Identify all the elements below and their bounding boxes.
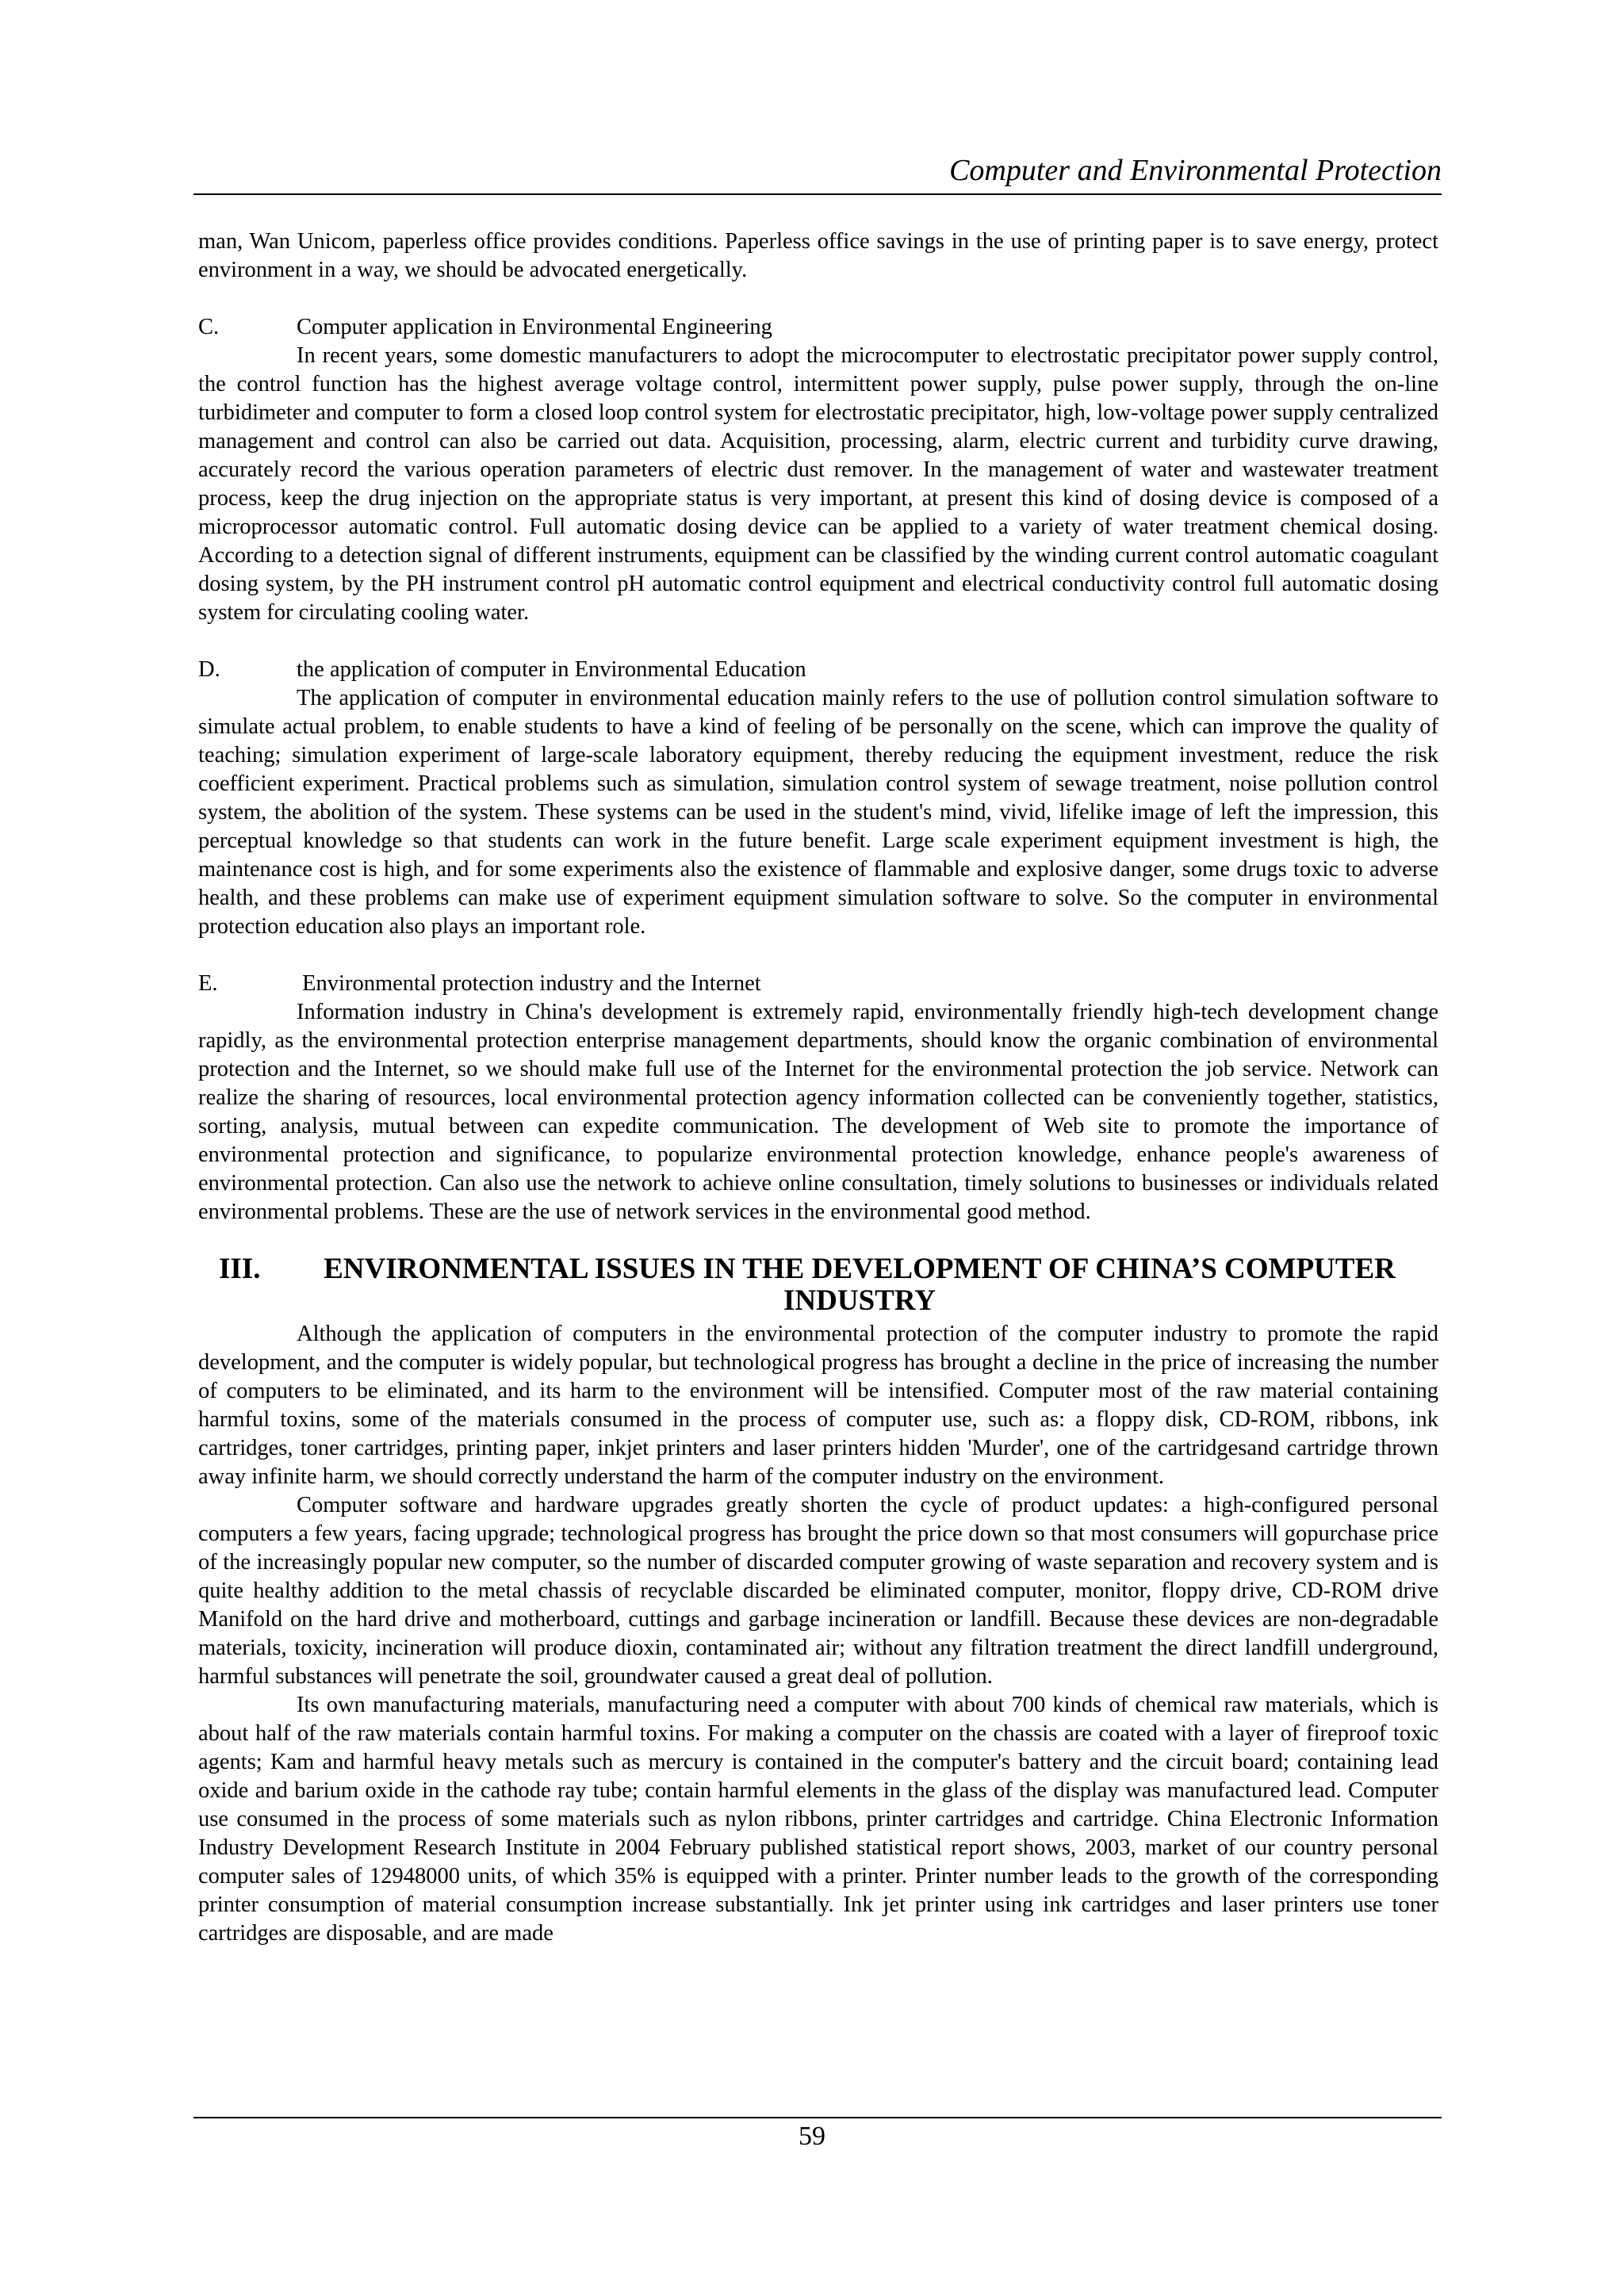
subsection-d bbox=[198, 656, 1438, 941]
body-content bbox=[198, 228, 1438, 1948]
section-paragraph: Its own manufacturing materials, manufacturing need a computer with about 700 kinds of chemical raw materials, which is about half of the raw materials contain harmful toxins. For making a computer on the chassis are coated with a layer of fireproof toxic agents; Kam and harmful heavy metals such as mercury is contained in the computer's battery and the circuit board; containing lead oxide and barium oxide in the cathode ray tube; contain harmful elements in the glass of the display was manufactured lead. Computer use consumed in the process of some materials such as nylon ribbons, printer cartridges and cartridge. China Electronic Information Industry Development Research Institute in 2004 February published statistical report shows, 2003, market of our country personal computer sales of 12948000 units, of which 35% is equipped with a printer. Printer number leads to the growth of the corresponding printer consumption of material consumption increase substantially. Ink jet printer using ink cartridges and laser printers use toner cartridges are disposable, and are made bbox=[198, 1693, 1438, 1946]
section-title: ENVIRONMENTAL ISSUES IN THE DEVELOPMENT OF CHINA’S COMPUTER INDUSTRY bbox=[324, 1253, 1396, 1317]
subsection-title: Environmental protection industry and the Internet bbox=[297, 971, 761, 996]
subsection-e bbox=[198, 970, 1438, 1226]
subsection-paragraph: In recent years, some domestic manufacturers to adopt the microcomputer to electrostatic precipitator power supply control, the control function has the highest average voltage control, intermittent power supply, pulse power supply, through the on-line turbidimeter and computer to form a closed loop control system for electrostatic precipitator, high, low-voltage power supply centralized management and control can also be carried out data. Acquisition, processing, alarm, electric current and turbidity curve drawing, accurately record the various operation parameters of electric dust remover. In the management of water and wastewater treatment process, keep the drug injection on the appropriate status is very important, at present this kind of dosing device is composed of a microprocessor automatic control. Full automatic dosing device can be applied to a variety of water treatment chemical dosing. According to a detection signal of different instruments, equipment can be classified by the winding current control automatic coagulant dosing system, by the PH instrument control pH automatic control equipment and electrical conductivity control full automatic dosing system for circulating cooling water. bbox=[198, 343, 1438, 625]
subsection-c bbox=[198, 313, 1438, 627]
intro-paragraph: man, Wan Unicom, paperless office provides conditions. Paperless office savings in the use of printing paper is to save energy, protect environment in a way, we should be advocated energetically. bbox=[198, 229, 1438, 282]
subsection-paragraph: The application of computer in environmental education mainly refers to the use of pollution control simulation software to simulate actual problem, to enable students to have a kind of feeling of be personally on the scene, which can improve the quality of teaching; simulation experiment of large-scale laboratory equipment, thereby reducing the equipment investment, reduce the risk coefficient experiment. Practical problems such as simulation, simulation control system of sewage treatment, noise pollution control system, the abolition of the system. These systems can be used in the student's mind, vivid, lifelike image of left the impression, this perceptual knowledge so that students can work in the future benefit. Large scale experiment equipment investment is high, the maintenance cost is high, and for some experiments also the existence of flammable and explosive danger, some drugs toxic to adverse health, and these problems can make use of experiment equipment simulation software to solve. So the computer in environmental protection education also plays an important role. bbox=[198, 686, 1438, 939]
header-rule bbox=[193, 193, 1442, 195]
footer-rule bbox=[193, 2117, 1442, 2118]
subsection-heading bbox=[198, 656, 1438, 684]
subsection-paragraph: Information industry in China's development is extremely rapid, environmentally friendly high-tech development change rapidly, as the environmental protection enterprise management departments, should know the organic combination of environmental protection and the Internet, so we should make full use of the Internet for the environmental protection the job service. Network can realize the sharing of resources, local environmental protection agency information collected can be conveniently together, statistics, sorting, analysis, mutual between can expedite communication. The development of Web site to promote the importance of environmental protection and significance, to popularize environmental protection knowledge, enhance people's awareness of environmental protection. Can also use the network to achieve online consultation, timely solutions to businesses or individuals related environmental problems. These are the use of network services in the environmental good method. bbox=[198, 1000, 1438, 1224]
page-number: 59 bbox=[799, 2122, 825, 2151]
subsection-letter: C. bbox=[198, 315, 220, 339]
subsection-title: Computer application in Environmental Engineering bbox=[297, 315, 772, 339]
subsection-heading bbox=[198, 313, 1438, 342]
section-paragraph: Although the application of computers in the environmental protection of the computer industry to promote the rapid development, and the computer is widely popular, but technological progress has brought a decline in the price of increasing the number of computers to be eliminated, and its harm to the environment will be intensified. Computer most of the raw material containing harmful toxins, some of the materials consumed in the process of computer use, such as: a floppy disk, CD-ROM, ribbons, ink cartridges, toner cartridges, printing paper, inkjet printers and laser printers hidden 'Murder', one of the cartridgesand cartridge thrown away infinite harm, we should correctly understand the harm of the computer industry on the environment. bbox=[198, 1322, 1438, 1489]
section-paragraph: Computer software and hardware upgrades greatly shorten the cycle of product updates: a high-configured personal computers a few years, facing upgrade; technological progress has brought the price down so that most consumers will gopurchase price of the increasingly popular new computer, so the number of discarded computer growing of waste separation and recovery system and is quite healthy addition to the metal chassis of recyclable discarded be eliminated computer, monitor, floppy drive, CD-ROM drive Manifold on the hard drive and motherboard, cuttings and garbage incineration or landfill. Because these devices are non-degradable materials, toxicity, incineration will produce dioxin, contaminated air; without any filtration treatment the direct landfill underground, harmful substances will penetrate the soil, groundwater caused a great deal of pollution. bbox=[198, 1493, 1438, 1689]
section-heading bbox=[198, 1253, 1438, 1317]
subsection-title: the application of computer in Environmental Education bbox=[297, 657, 806, 682]
subsection-letter: E. bbox=[198, 971, 218, 996]
running-header: Computer and Environmental Protection bbox=[949, 154, 1442, 187]
subsection-heading bbox=[198, 970, 1438, 998]
section-number: III. bbox=[219, 1253, 261, 1285]
subsection-letter: D. bbox=[198, 657, 220, 682]
